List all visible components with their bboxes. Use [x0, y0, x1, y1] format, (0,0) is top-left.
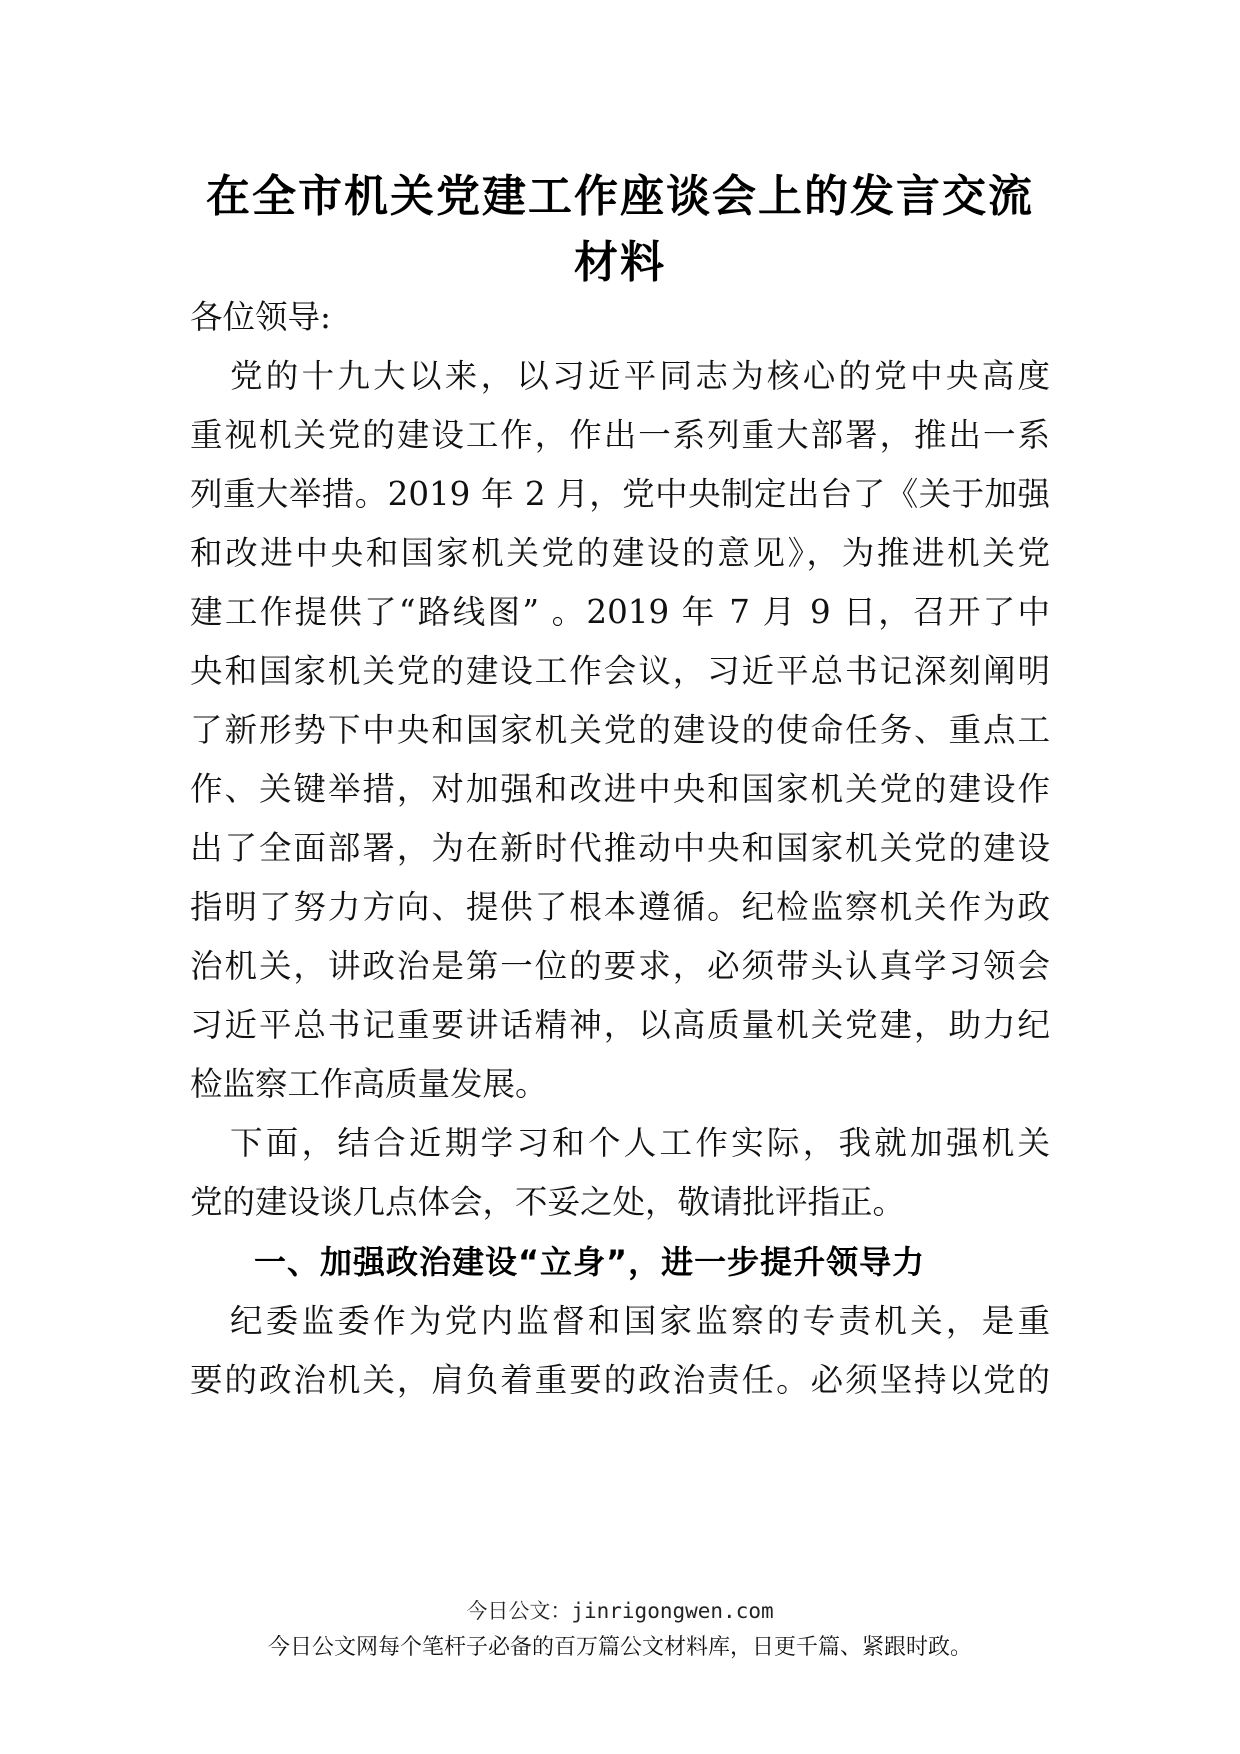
paragraph-1-line: 和改进中央和国家机关党的建设的意见》，为推进机关党	[190, 534, 1050, 572]
section-heading-1: 一、加强政治建设“立身”，进一步提升领导力	[254, 1243, 926, 1281]
paragraph-3-line: 要的政治机关，肩负着重要的政治责任。必须坚持以党的	[190, 1361, 1050, 1399]
paragraph-3-line: 纪委监委作为党内监督和国家监察的专责机关，是重	[230, 1302, 1050, 1340]
paragraph-1-line: 央和国家机关党的建设工作会议，习近平总书记深刻阐明	[190, 652, 1050, 690]
paragraph-1-line: 作、关键举措，对加强和改进中央和国家机关党的建设作	[190, 770, 1050, 808]
paragraph-1-line: 治机关，讲政治是第一位的要求，必须带头认真学习领会	[190, 947, 1050, 985]
salutation: 各位领导:	[190, 298, 331, 336]
footer-slogan: 今日公文网每个笔杆子必备的百万篇公文材料库，日更千篇、紧跟时政。	[267, 1635, 972, 1660]
paragraph-1-line: 检监察工作高质量发展。	[190, 1065, 548, 1103]
paragraph-1-line: 重视机关党的建设工作，作出一系列重大部署，推出一系	[190, 416, 1050, 454]
paragraph-2-line: 党的建设谈几点体会，不妥之处，敬请批评指正。	[190, 1183, 906, 1221]
paragraph-2-line: 下面，结合近期学习和个人工作实际，我就加强机关	[230, 1124, 1050, 1162]
paragraph-1-line: 建工作提供了“路线图” 。2019 年 7 月 9 日，召开了中	[190, 593, 1050, 631]
paragraph-1-line: 了新形势下中央和国家机关党的建设的使命任务、重点工	[190, 711, 1050, 749]
paragraph-1-line: 党的十九大以来，以习近平同志为核心的党中央高度	[230, 357, 1050, 395]
paragraph-1-line: 列重大举措。2019 年 2 月，党中央制定出台了《关于加强	[190, 475, 1050, 513]
paragraph-1-line: 习近平总书记重要讲话精神，以高质量机关党建，助力纪	[190, 1006, 1050, 1044]
document-title-line-2: 材料	[574, 237, 666, 288]
paragraph-1-line: 出了全面部署，为在新时代推动中央和国家机关党的建设	[190, 829, 1050, 867]
footer-site: 今日公文：jinrigongwen.com	[466, 1599, 774, 1623]
paragraph-1-line: 指明了努力方向、提供了根本遵循。纪检监察机关作为政	[190, 888, 1050, 926]
document-title-line-1: 在全市机关党建工作座谈会上的发言交流	[206, 171, 1034, 222]
